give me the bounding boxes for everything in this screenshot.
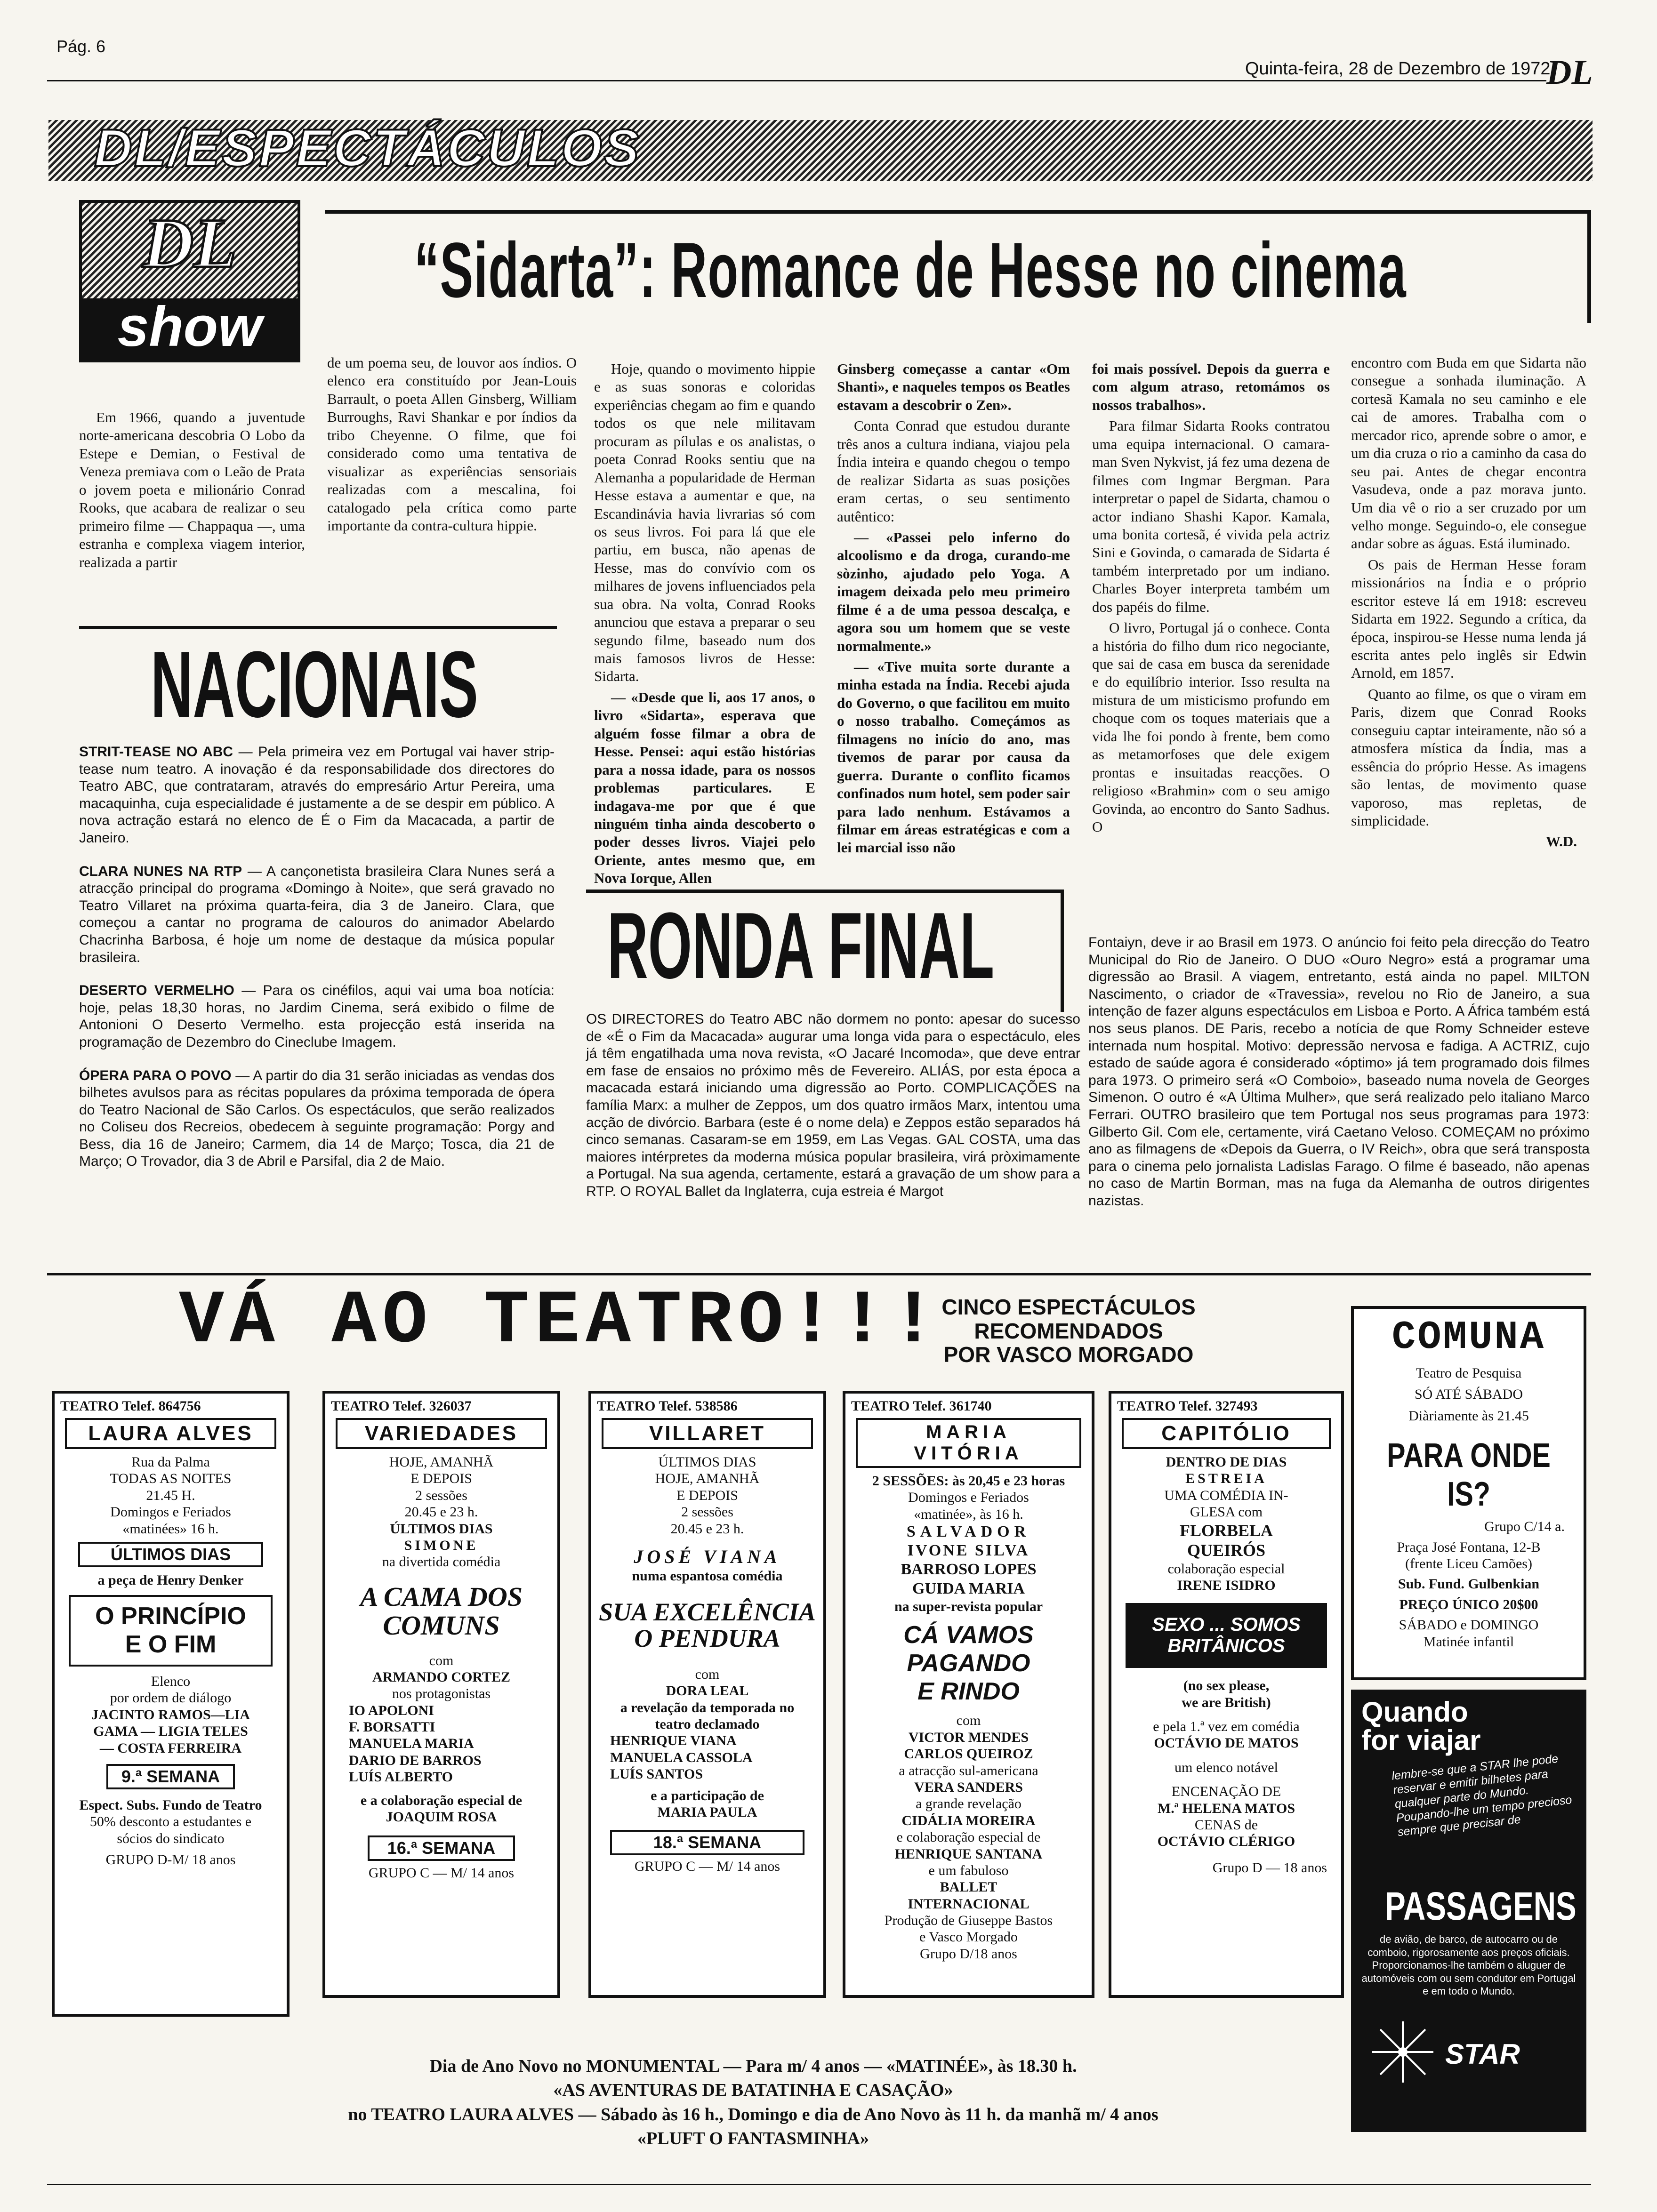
ad-variedades: TEATRO Telef. 326037 VARIEDADES HOJE, AMANHÃ E DEPOIS 2 sessões 20.45 e 23 h. ÚLTIMOS DIAS SIMONE na divertida comédia A CAMA DOS COMUNS com ARMANDO CORTEZ nos protagonistas IO APOLONI F. BORSATTI MANUELA MARIA DARIO DE BARROS LUÍS ALBERTO e a colaboração especial de JOAQUIM ROSA 16.ª SEMANA GRUPO C — M/ 14 anos — [322, 1391, 560, 1998]
show-label: show — [82, 298, 298, 360]
teatro-recommend: CINCO ESPECTÁCULOS RECOMENDADOS POR VASCO MORGADO — [941, 1295, 1196, 1367]
star-brand: STAR — [1445, 2038, 1520, 2070]
main-headline: “Sidarta”: Romance de Hesse no cinema — [414, 227, 1407, 314]
ronda-col-2: Fontaiyn, deve ir ao Brasil em 1973. O anúncio foi feito pela direcção do Teatro Municipal do Rio de Janeiro. O DUO «Ouro Negro» está a programar uma digressão ao Brasil. A viagem, entretanto, está ainda no papel. MILTON Nascimento, o criador de «Travessia», revelou no Rio de Janeiro, a sua intenção de fazer alguns espectáculos em Lisboa e Porto. A África também está nos seus planos. DE Paris, recebo a notícia de que Romy Schneider esteve internada num hospital. Motivo: depressão nervosa e fadiga. A ACTRIZ, cujo estado de saúde agora é considerado «óptimo» já tem programado dois filmes para 1973. O primeiro será «O Comboio», baseado numa novela de Georges Simenon. O outro é «A Última Mulher», que será realizado pelo italiano Marco Ferrari. OUTRO brasileiro que tem Portugal nos seus programas para 1973: Gilberto Gil. Com ele, certamente, virá Caetano Veloso. COMEÇAM no próximo ano as filmagens de «Depois da Guerra, o IV Reich», obra que será transposta para o cinema pelo jornalista Ladislas Farago. O filme é baseado, não apenas no caso de Martin Borman, mas na fuga da Alemanha de outros dirigentes nazistas. — [1088, 935, 1590, 1209]
nacionais-rule — [79, 626, 557, 629]
page-number: Pág. 6 — [56, 37, 106, 56]
star-small: de avião, de barco, de autocarro ou de comboio, rigorosamente aos preços oficiais. Proporcionamos-lhe também o aluguer de automóveis com ou sem condutor em Portugal e em todo o Mundo. — [1361, 1933, 1576, 1997]
article-col-4: Ginsberg começasse a cantar «Om Shanti», e naqueles tempos os Beatles estavam a descobrir o Zen». Conta Conrad que estudou durante três anos a cultura indiana, viajou pela Índia inteira e quando chegou o tempo de realizar Sidarta as suas posições eram certas, o seu sentimento autêntico: — «Passei pelo inferno do alcoolismo e da droga, curando-me sòzinho, ajudado pelo Yoga. A imagem deixada pelo meu primeiro filme é a de uma pessoa descalça, e agora sou um homem que se veste normalmente.» — «Tive muita sorte durante a minha estada na Índia. Recebi ajuda do Governo, o que facilitou em muito o nosso trabalho. Começámos as filmagens no início do ano, mas tivemos de parar por causa da guerra. Durante o conflito ficamos confinados num hotel, sem poder sair para lado nenhum. Estávamos a filmar em áreas estratégicas e com a lei marcial isso não — [837, 361, 1070, 856]
article-signature: W.D. — [1545, 833, 1577, 850]
nacionais-item: CLARA NUNES NA RTP — A cançonetista brasileira Clara Nunes será a atracção principal do programa «Domingo à Noite», que será gravado no Teatro Villaret na próxima quarta-feira, dia 3 de Janeiro. Clara, que começou a cantar no programa de calouros do animador Abelardo Chacrinha Barbosa, é hoje um nome de destaque da música popular brasileira. — [79, 863, 555, 965]
nacionais-items — [79, 744, 555, 1186]
issue-date: Quinta-feira, 28 de Dezembro de 1972 — [1245, 59, 1551, 79]
nacionais-item: DESERTO VERMELHO — Para os cinéfilos, aqui vai uma boa notícia: hoje, pelas 18,30 horas, no Jardim Cinema, será exibido o filme de Antonioni O Deserto Vermelho. esta projecção está inserida na programação de Dezembro do Cineclube Imagem. — [79, 983, 555, 1050]
star-logo-icon — [1370, 2019, 1436, 2085]
dl-logo-icon: DL — [1546, 53, 1593, 92]
nacionais-item: STRIT-TEASE NO ABC — Pela primeira vez em Portugal vai haver strip-tease num teatro. A inovação é da responsabilidade dos directores do Teatro ABC, que contrataram, através do empresário Artur Pereira, uma macaquinha, cuja especialidade é justamente a de se despir em público. A nova actração estará no elenco de É o Fim da Macacada, a partir de Janeiro. — [79, 744, 555, 846]
teatro-slogan: VÁ AO TEATRO!!! — [179, 1279, 942, 1364]
masthead-rule — [47, 80, 1546, 81]
section-banner-title: DL/ESPECTÁCULOS — [94, 119, 641, 177]
star-title: Quando for viajar — [1361, 1696, 1481, 1756]
ronda-col-1: OS DIRECTORES do Teatro ABC não dormem no ponto: apesar do sucesso de «É o Fim da Macacada» augurar uma longa vida para o espectáculo, eles já têm engatilhada uma nova revista, «O Jacaré Incomoda», que deve entrar em fase de ensaios no próximo mês de Fevereiro. ALIÁS, por esta época a macacada estará iniciando uma digressão ao Porto. COMPLICAÇÕES na família Marx: a mulher de Zeppos, um dos quatro irmãos Marx, intentou uma acção de divórcio. Barbara (este é o nome dela) e Zeppos estão separados há cinco semanas. Casaram-se em 1959, em Las Vegas. GAL COSTA, uma das maiores intérpretes da moderna música popular brasileira, virá pròximamente a Portugal. Na sua agenda, certamente, estará a gravação de um show para a RTP. O ROYAL Ballet da Inglaterra, cuja estreia é Margot — [586, 1011, 1080, 1199]
star-body: lembre-se que a STAR lhe pode reservar e emitir bilhetes para qualquer parte do Mundo. Poupando-lhe um tempo precioso sempre que precisar de — [1391, 1752, 1573, 1839]
ad-star-travel — [1351, 1690, 1586, 2132]
article-col-1: Em 1966, quando a juventude norte-americana descobria O Lobo da Estepe e Demian, o Festival de Veneza premiava com o Leão de Prata o jovem poeta e milionário Conrad Rooks, que acabara de realizar o seu primeiro filme — Chappaqua —, uma estranha e complexa viagem interior, realizada a partir — [79, 409, 305, 570]
teatro-rule — [47, 1273, 1591, 1275]
ronda-heading: RONDA FINAL — [607, 893, 995, 998]
star-headline: PASSAGENS — [1385, 1884, 1577, 1928]
ad-maria-vitoria: TEATRO Telef. 361740 MARIA VITÓRIA 2 SESSÕES: às 20,45 e 23 horas Domingos e Feriados «matinée», às 16 h. SALVADOR IVONE SILVA BARROSO LOPES GUIDA MARIA na super-revista popular CÁ VAMOS PAGANDO E RINDO com VICTOR MENDES CARLOS QUEIROZ a atracção sul-americana VERA SANDERS a grande revelação CIDÁLIA MOREIRA e colaboração especial de HENRIQUE SANTANA e um fabuloso BALLET INTERNACIONAL Produção de Giuseppe Bastos e Vasco Morgado Grupo D/18 anos — [843, 1391, 1094, 1998]
headline-rule-right — [1587, 210, 1591, 323]
nacionais-item: ÓPERA PARA O POVO — A partir do dia 31 serão iniciadas as vendas dos bilhetes avulsos para as récitas populares da próxima temporada de ópera do Teatro Nacional de São Carlos. Os espectáculos, que serão realizados no Coliseu dos Recreios, obedecem à seguinte programação: Porgy and Bess, dia 16 de Janeiro; Carmem, dia 14 de Março; Tosca, dia 21 de Março; O Trovador, dia 3 de Abril e Parsifal, dia 2 de Maio. — [79, 1067, 555, 1170]
ad-capitolio: TEATRO Telef. 327493 CAPITÓLIO DENTRO DE DIAS ESTREIA UMA COMÉDIA IN- GLESA com FLORBELA QUEIRÓS colaboração especial IRENE ISIDRO SEXO ... SOMOS BRITÂNICOS (no sex please, we are British) e pela 1.ª vez em comédia OCTÁVIO DE MATOS um elenco notável ENCENAÇÃO DE M.ª HELENA MATOS CENAS de OCTÁVIO CLÉRIGO Grupo D — 18 anos — [1109, 1391, 1344, 1998]
article-col-3: Hoje, quando o movimento hippie e as suas sonoras e coloridas experiências chegam ao fim e quando todos os que nele militavam procuram as pílulas e os analistas, o poeta Conrad Rooks sentiu que na Alemanha a popularidade de Herman Hesse estava a aumentar e que, na Escandinávia havia livrarias só com os seus livros. Foi para lá que ele partiu, em busca, não apenas de Hesse, mas do convívio com os milhares de jovens influenciados pela sua obra. Na volta, Conrad Rooks anunciou que estava a preparar o seu segundo filme, baseado num dos mais famosos livros de Hesse: Sidarta. — «Desde que li, aos 17 anos, o livro «Sidarta», esperava que alguém fosse filmar a obra de Hesse. Pensei: aqui estão histórias para a nossa idade, para os nossos problemas particulares. E indagava-me por que é que ninguém tinha ainda descoberto o poder desses livros. Viajei pelo Oriente, antes mesmo que, em Nova Iorque, Allen — [594, 361, 815, 887]
show-box — [79, 200, 300, 362]
ad-comuna: COMUNA Teatro de Pesquisa SÓ ATÉ SÁBADO Diàriamente às 21.45 PARA ONDE IS? Grupo C/14 a. Praça José Fontana, 12-B (frente Liceu Camões) Sub. Fund. Gulbenkian PREÇO ÚNICO 20$00 SÁBADO e DOMINGO Matinée infantil — [1351, 1306, 1586, 1680]
article-col-6: encontro com Buda em que Sidarta não consegue a sonhada iluminação. A cortesã Kamala no seu caminho e ele cai de amores. Trabalha com o mercador rico, aprende sobre o amor, e um dia cruza o rio a caminho da casa do seu pai. Antes de chegar encontra Vasudeva, onde a paz morava junto. Um dia vê o rio a ser cruzado por um velho monge. Seguindo-o, ele consegue andar sobre as águas. Está iluminado. Os pais de Herman Hesse foram missionários na Índia e o próprio escritor esteve lá em 1918: escreveu Sidarta em 1922. Segundo a crítica, da época, inspirou-se Hesse numa lenda já escrita antes pelo inglês sir Edwin Arnold, em 1857. Quanto ao filme, os que o viram em Paris, dizem que Conrad Rooks conseguiu captar inteiramente, não só a atmosfera mística da Índia, mas a essência do próprio Hesse. As imagens são lentas, de movimento quase vaporoso, mas repletas, de simplicidade. W.D. — [1351, 354, 1586, 851]
article-col-2: de um poema seu, de louvor aos índios. O elenco era constituído por Jean-Louis Barrault, o poeta Allen Ginsberg, William Burroughs, Ravi Shankar e por índios da tribo Cheyenne. O filme, que foi considerado como uma tentativa de visualizar as experiências sensoriais realizadas com a mescalina, foi catalogado pela crítica como parte importante da contra-cultura hippie. — [327, 354, 577, 534]
article-col-5: foi mais possível. Depois da guerra e com algum atraso, retomámos os nossos trabalhos». Para filmar Sidarta Rooks contratou uma equipa internacional. O camara-man Sven Nykvist, já fez uma dezena de filmes com Ingmar Bergman. Para interpretar o papel de Sidarta, chamou o actor indiano Shashi Kapor. Kamala, uma bonita cortesã, é vivida pela actriz Sini e Govinda, o camarada de Sidarta é também interpretado por um indiano. Charles Boyer interpreta também um dos papéis do filme. O livro, Portugal já o conhece. Conta a história do filho dum rico negociante, que sai de casa em busca da serenidade e do equilíbrio interior. Isso resulta na mistura de um misticismo profundo em choque com os toques materiais que a vida lhe foi pondo à frente, bem como as metamorfoses que dele exigem prontas e insuitadas reacções. O religioso «Brahmin» com o seu amigo Govinda, ao encontro do Santo Sadhus. O — [1092, 361, 1330, 835]
nacionais-heading: NACIONAIS — [151, 632, 478, 737]
ad-laura-alves: TEATRO Telef. 864756 LAURA ALVES Rua da Palma TODAS AS NOITES 21.45 H. Domingos e Feriados «matinées» 16 h. ÚLTIMOS DIAS a peça de Henry Denker O PRINCÍPIO E O FIM Elenco por ordem de diálogo JACINTO RAMOS—LIA GAMA — LIGIA TELES — COSTA FERREIRA 9.ª SEMANA Espect. Subs. Fundo de Teatro 50% desconto a estudantes e sócios do sindicato GRUPO D-M/ 18 anos — [52, 1391, 290, 2017]
bottom-rule — [47, 2184, 1591, 2185]
ad-villaret: TEATRO Telef. 538586 VILLARET ÚLTIMOS DIAS HOJE, AMANHÃ E DEPOIS 2 sessões 20.45 e 23 h. JOSÉ VIANA numa espantosa comédia SUA EXCELÊNCIA O PENDURA com DORA LEAL a revelação da temporada no teatro declamado HENRIQUE VIANA MANUELA CASSOLA LUÍS SANTOS e a participação de MARIA PAULA 18.ª SEMANA GRUPO C — M/ 14 anos — [588, 1391, 826, 1998]
teatro-footer: Dia de Ano Novo no MONUMENTAL — Para m/ 4 anos — «MATINÉE», às 18.30 h. «AS AVENTURAS DE BATATINHA E CASAÇÃO» no TEATRO LAURA ALVES — Sábado às 16 h., Domingo e dia de Ano Novo às 11 h. da manhã m/ 4 anos «PLUFT O FANTASMINHA» — [348, 2056, 1158, 2148]
headline-rule-top — [325, 210, 1591, 214]
dl-logo-icon: DL — [143, 204, 237, 282]
